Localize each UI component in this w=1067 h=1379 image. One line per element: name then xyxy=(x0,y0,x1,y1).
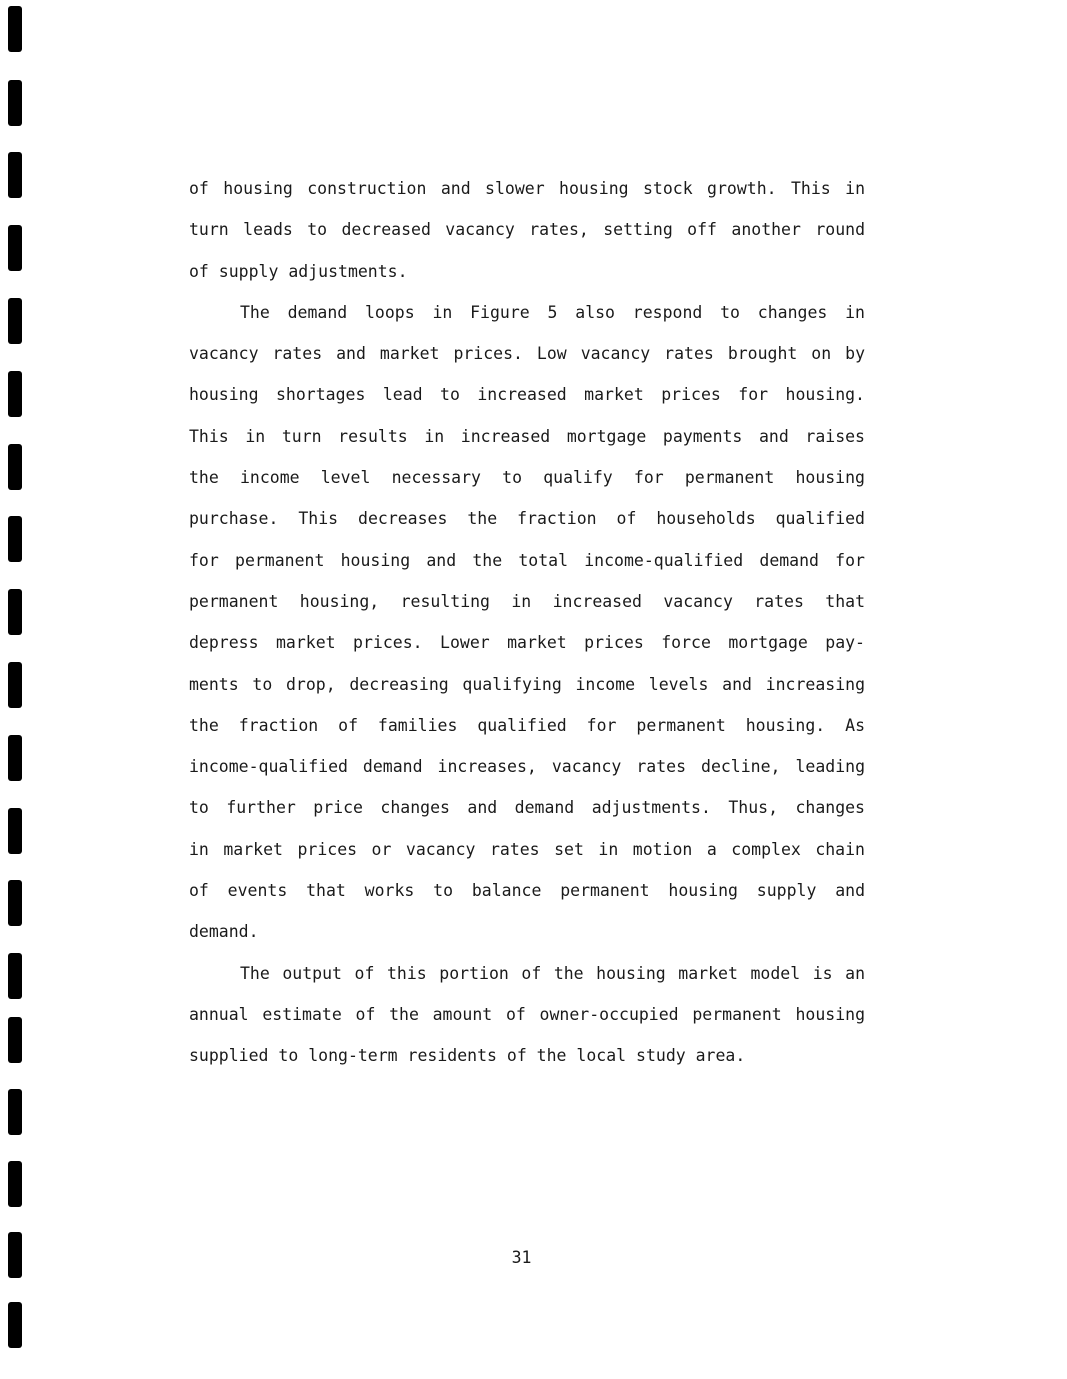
text-line: the income level necessary to qualify for permanent housing xyxy=(189,468,865,488)
binding-hole xyxy=(8,1017,22,1063)
binding-hole xyxy=(8,6,22,52)
binding-hole xyxy=(8,298,22,344)
text-line: the fraction of families qualified for permanent housing. As xyxy=(189,715,865,735)
binding-hole xyxy=(8,516,22,562)
text-line: The output of this portion of the housing market model is an xyxy=(240,963,865,983)
binding-hole xyxy=(8,662,22,708)
text-line: The demand loops in Figure 5 also respond to changes in xyxy=(240,302,865,322)
binding-hole xyxy=(8,1161,22,1207)
binding-hole xyxy=(8,953,22,999)
text-line: of supply adjustments. xyxy=(189,261,408,281)
binding-hole xyxy=(8,152,22,198)
binding-hole xyxy=(8,371,22,417)
binding-hole xyxy=(8,735,22,781)
binding-hole xyxy=(8,808,22,854)
text-line: to further price changes and demand adjustments. Thus, changes xyxy=(189,798,865,818)
binding-hole xyxy=(8,444,22,490)
text-line: This in turn results in increased mortgage payments and raises xyxy=(189,426,865,446)
text-line: of events that works to balance permanent housing supply and xyxy=(189,881,865,901)
binding-hole xyxy=(8,1089,22,1135)
text-line: of housing construction and slower housing stock growth. This in xyxy=(189,179,865,198)
binding-hole xyxy=(8,80,22,126)
text-line: turn leads to decreased vacancy rates, setting off another round xyxy=(189,220,865,240)
text-line: income-qualified demand increases, vacancy rates decline, leading xyxy=(189,757,865,777)
text-line: purchase. This decreases the fraction of households qualified xyxy=(189,509,865,529)
text-line: vacancy rates and market prices. Low vacancy rates brought on by xyxy=(189,344,865,364)
text-line: depress market prices. Lower market prices force mortgage pay- xyxy=(189,633,865,653)
text-line: for permanent housing and the total income-qualified demand for xyxy=(189,550,865,570)
text-line: supplied to long-term residents of the local study area. xyxy=(189,1046,746,1066)
text-line: in market prices or vacancy rates set in motion a complex chain xyxy=(189,839,865,859)
text-line: housing shortages lead to increased market prices for housing. xyxy=(189,385,865,405)
binding-hole xyxy=(8,1302,22,1348)
binding-hole xyxy=(8,589,22,635)
text-line: permanent housing, resulting in increased vacancy rates that xyxy=(189,591,865,611)
text-line: ments to drop, decreasing qualifying income levels and increasing xyxy=(189,674,865,694)
binding-hole xyxy=(8,880,22,926)
text-line: annual estimate of the amount of owner-occupied permanent housing xyxy=(189,1004,865,1024)
text-line: demand. xyxy=(189,922,259,942)
binding-hole xyxy=(8,225,22,271)
body-text xyxy=(189,172,865,1081)
binding-holes xyxy=(0,0,30,1379)
page-number: 31 xyxy=(511,1248,532,1267)
